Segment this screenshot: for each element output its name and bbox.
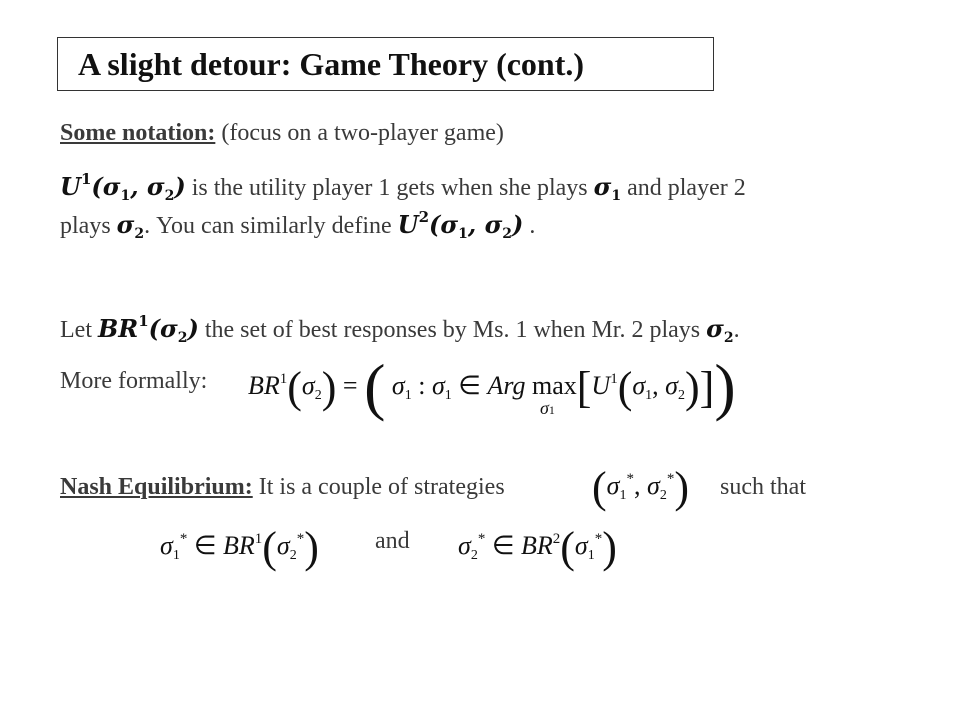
br1-expr: $BR^1(\sigma_2)$ <box>97 312 199 346</box>
such-that-label <box>720 474 806 501</box>
such-that-text: such that <box>720 474 806 500</box>
notation-note: (focus on a two-player game) <box>221 120 504 146</box>
sigma2-symbol-br: $\sigma_2$ <box>706 314 734 346</box>
plays-text: plays <box>60 213 111 239</box>
br-formal-definition: $BR^1(\sigma_2)$ = ( $\sigma_1$ : $\sigma_1$ ∈ Arg $\max[U^1(\sigma_1$, $\sigma_2$)]) <box>248 351 736 422</box>
utility-line-1 <box>60 170 746 204</box>
nash-condition-2: $\sigma_2^*$ ∈ $BR^2(\sigma_1^*)$ <box>458 523 617 572</box>
utility-desc: is the utility player 1 gets when she plays <box>191 175 588 201</box>
let-text: Let <box>60 317 92 343</box>
nash-condition-1: $\sigma_1^*$ ∈ $BR^1(\sigma_2^*)$ <box>160 523 319 572</box>
sigma2-symbol: $\sigma_2$ <box>116 210 145 242</box>
period-text: . <box>529 213 536 239</box>
sigma1-symbol: $\sigma_1$ <box>593 172 622 204</box>
br-period: . <box>733 317 740 343</box>
max-operator: max <box>531 371 577 400</box>
title-box <box>57 37 714 91</box>
and-label <box>375 528 410 555</box>
utility-expr-1: $U^1(\sigma_1$, $\sigma_2$) <box>60 170 186 204</box>
formally-label <box>60 368 207 395</box>
nash-strategy-pair: ($\sigma_1^*$, $\sigma_2^*$) <box>592 463 689 512</box>
utility-line-2 <box>60 208 535 242</box>
best-response-line <box>60 312 740 346</box>
and-text: and <box>375 528 410 554</box>
notation-header-line <box>60 120 504 147</box>
formally-text: More formally: <box>60 368 208 394</box>
nash-desc: It is a couple of strategies <box>258 474 505 500</box>
utility-expr-2: $U^2(\sigma_1$, $\sigma_2$) <box>397 208 524 242</box>
similarly-text: . You can similarly define <box>144 213 392 239</box>
notation-heading: Some notation: <box>60 120 216 146</box>
nash-heading: Nash Equilibrium: <box>60 474 253 500</box>
slide-title: A slight detour: Game Theory (cont.) <box>78 46 585 82</box>
utility-desc-end: and player 2 <box>627 175 746 201</box>
argmax-subscript: σ1 <box>540 398 555 418</box>
best-response-desc: the set of best responses by Ms. 1 when Mr. 2 plays <box>204 317 701 343</box>
nash-line <box>60 474 505 501</box>
